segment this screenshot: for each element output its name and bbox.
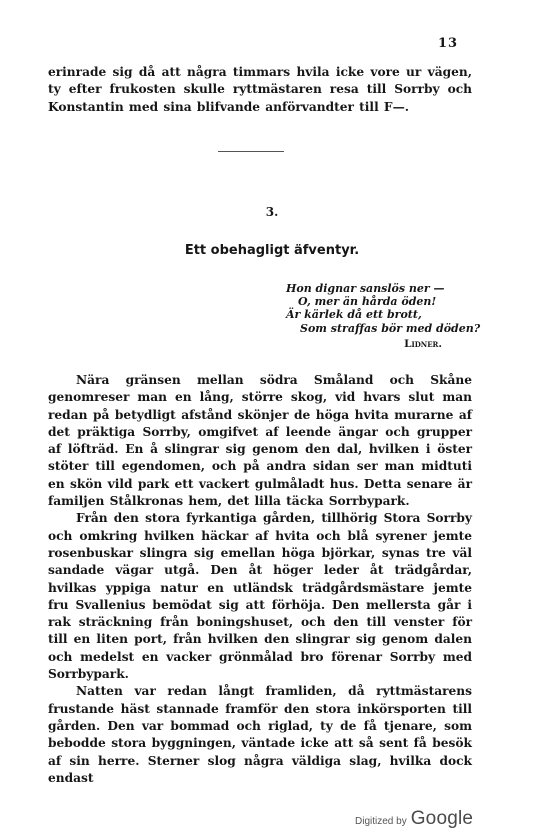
intro-text-block — [48, 64, 472, 116]
epigraph — [286, 282, 481, 351]
section-divider — [218, 151, 284, 152]
epigraph-line: Som straffas bör med döden? — [300, 321, 481, 335]
intro-paragraph: erinrade sig då att några timmars hvila icke vore ur vägen, ty efter frukosten skulle ryttmästaren resa till Sorrby och Konstantin med sina blifvande anförvandter till F—. — [48, 65, 472, 114]
epigraph-line: Hon dignar sanslös ner — — [286, 282, 445, 295]
digitized-watermark — [355, 808, 473, 830]
chapter-number: 3. — [265, 205, 279, 219]
body-paragraph: Nära gränsen mellan södra Småland och Skåne genomreser man en lång, större skog, vid hvars slut man redan på betydligt afstånd skönjer de höga hvita murarne af det präktiga Sorrby, omgifvet af leende ängar och grupper af löfträd. En å slingrar sig genom den dal, hvilken i öster stöter till egendomen, och på andra sidan ser man midtuti en skön vild park ett vackert gulmåladt hus. Detta senare är familjen Stålkronas hem, det lilla täcka Sorrbypark. — [48, 373, 472, 509]
body-paragraph: Natten var redan långt framliden, då ryttmästarens frustande häst stannade framför den stora inkörsporten till gården. Den var bommad och riglad, ty de få tjenare, som bebodde stora byggningen, väntade icke att så sent få besök af sin herre. Sterner slog några väldiga slag, hvilka dock endast — [48, 684, 472, 785]
page-number: 13 — [438, 36, 459, 51]
chapter-title: Ett obehagligt äfventyr. — [184, 243, 360, 258]
main-text-block — [48, 372, 472, 787]
epigraph-line: O, mer än hårda öden! — [298, 295, 437, 309]
google-logo: Google — [410, 808, 474, 829]
digitized-prefix: Digitized by — [355, 816, 407, 827]
epigraph-line: Är kärlek då ett brott, — [286, 308, 422, 322]
epigraph-attribution: Lidner. — [404, 337, 442, 350]
body-paragraph: Från den stora fyrkantiga gården, tillhörig Stora Sorrby och omkring hvilken häckar af hvita och blå syrener jemte rosenbuskar slingra sig emellan höga björkar, synas tre väl sandade vägar utgå. Den åt höger leder åt trädgårdar, hvilkas yppiga natur en utländsk trädgårdsmästare jemte fru Svallenius bemödat sig att förhöja. Den mellersta går i rak sträckning från boningshuset, och den till venster för till en liten port, från hvilken den slingrar sig genom dalen och medelst en vacker grönmålad bro förenar Sorrby med Sorrbypark. — [48, 511, 472, 682]
